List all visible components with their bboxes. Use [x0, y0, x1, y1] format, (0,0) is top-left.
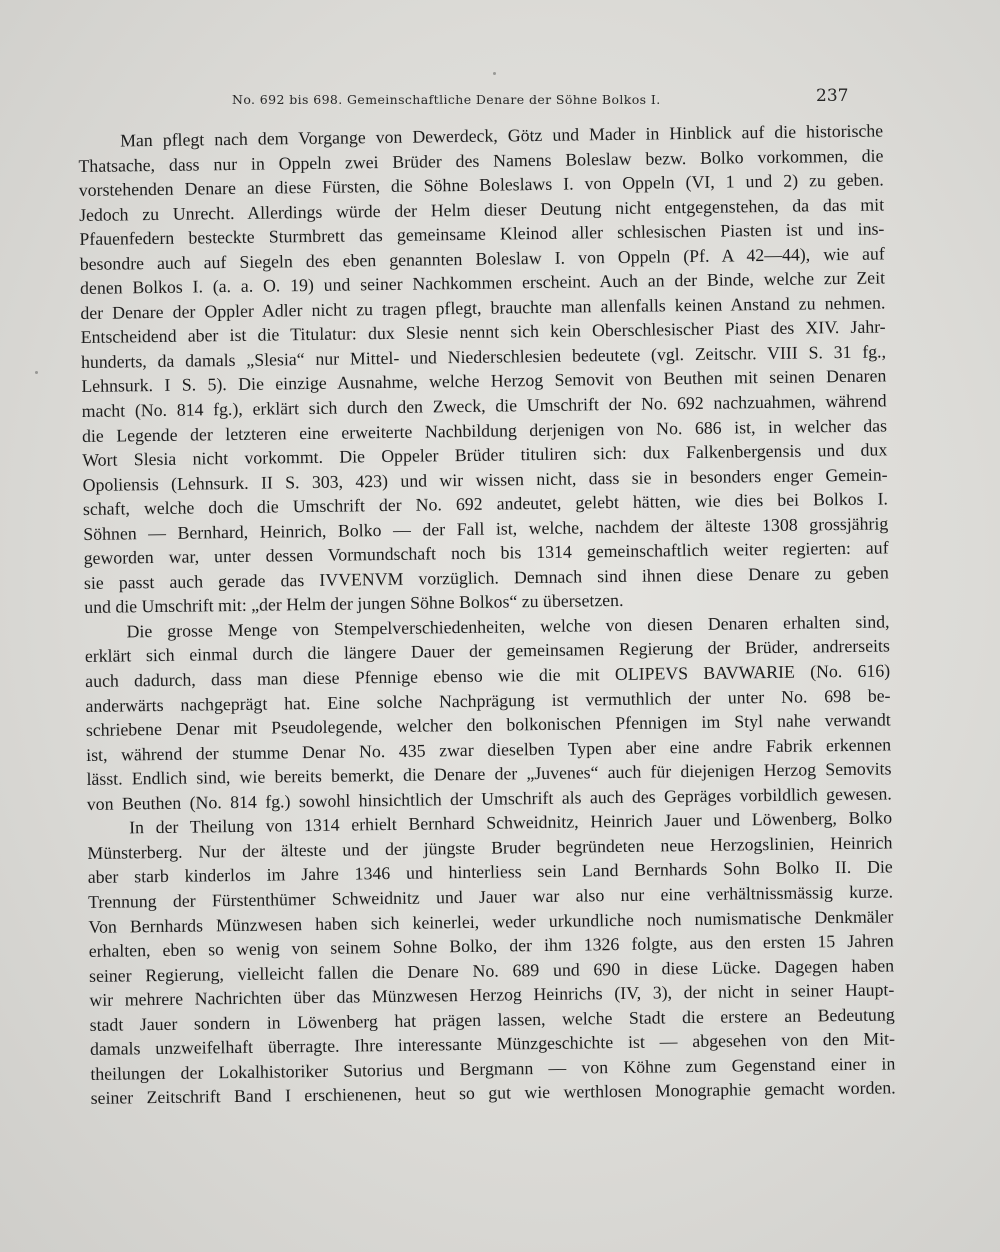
text-line: und die Umschrift mit: „der Helm der jungen Söhne Bolkos“ zu übersetzen. — [84, 590, 624, 618]
text-line: Thatsache, dass nur in Oppeln zwei Brüder des Namens Boleslaw bezw. Bolko vorkommen, die — [78, 145, 884, 176]
page-number: 237 — [816, 86, 849, 106]
text-line: anderwärts nachgeprägt hat. Eine solche Nachprägung ist vermuthlich der unter No. 698 be- — [85, 684, 891, 716]
text-line: Trennung der Fürstenthümer Schweidnitz und Jauer war also nur eine verhältnissmässig kurze. — [87, 881, 894, 912]
text-line: aber starb kinderlos im Jahre 1346 und hinterliess sein Land Bernhards Sohn Bolko II. Die — [87, 856, 893, 888]
running-head: No. 692 bis 698. Gemeinschaftliche Denare der Söhne Bolkos I. — [232, 92, 661, 107]
text-line: Opoliensis (Lehnsurk. II S. 303, 423) und wir wissen nicht, dass sie in besonders enger Gemein- — [82, 464, 888, 495]
text-line: schriebene Denar mit Pseudolegende, welcher den bolkonischen Pfennigen im Styl nahe verwandt — [85, 709, 891, 741]
text-line: macht (No. 814 fg.), erklärt sich durch den Zweck, die Umschrift der No. 692 nachzuahmen, während — [81, 390, 887, 421]
text-line: Entscheidend aber ist die Titulatur: dux Slesie nennt sich kein Oberschlesischer Piast des XIV. Jahr- — [80, 316, 886, 348]
text-line: Münsterberg. Nur der älteste und der jüngste Bruder begründeten neue Herzogslinien, Heinrich — [87, 832, 893, 863]
text-line: Pfauenfedern besteckte Sturmbrett das gemeinsame Kleinod aller schlesischen Piasten ist und ins- — [79, 218, 885, 250]
text-line: vorstehenden Denare an diese Fürsten, die Söhne Boleslaws I. von Oppeln (VI, 1 und 2) zu geben. — [78, 169, 884, 201]
text-line: lässt. Endlich sind, wie bereits bemerkt, die Denare der „Juvenes“ auch für diejenigen Herzog Semovits — [86, 758, 892, 790]
text-line: Söhnen — Bernhard, Heinrich, Bolko — der Fall ist, welche, nachdem der älteste 1308 grossjährig — [83, 513, 889, 544]
text-line: der Denare der Oppler Adler nicht zu tragen pflegt, brauchte man allenfalls keinen Anstand zu nehmen. — [80, 292, 886, 323]
text-line: erklärt sich einmal durch die längere Dauer der gemeinsamen Regierung der Brüder, andrerseits — [84, 635, 890, 667]
text-line: hunderts, da damals „Slesia“ nur Mittel- und Niederschlesien bedeutete (vgl. Zeitschr. VIII S. 31 fg., — [80, 341, 887, 372]
text-line: stadt Jauer sondern in Löwenberg hat prägen lassen, welche Stadt die erstere an Bedeutung — [89, 1004, 895, 1035]
text-line: auch dadurch, dass man diese Pfennige ebenso wie die mit OLIPEVS BAVWARIE (No. 616) — [85, 660, 891, 691]
paper-speck — [35, 371, 38, 374]
text-line: denen Bolkos I. (a. a. O. 19) und seiner Nachkommen erscheint. Auch an der Binde, welche zur Zeit — [79, 267, 886, 299]
text-line: Von Bernhards Münzwesen haben sich keinerlei, weder urkundliche noch numismatische Denkmäler — [88, 905, 894, 937]
body-text — [78, 118, 896, 1110]
text-line: In der Theilung von 1314 erhielt Bernhard Schweidnitz, Heinrich Jauer und Löwenberg, Bolko — [129, 807, 893, 838]
text-line: von Beuthen (No. 814 fg.) sowohl hinsichtlich der Umschrift als auch des Gepräges vorbildlich gewesen. — [86, 783, 892, 814]
text-line: Die grosse Menge von Stempelverschiedenheiten, welche von diesen Denaren erhalten sind, — [126, 611, 890, 642]
text-line: schaft, welche doch die Umschrift der No. 692 andeutet, gelebt hätten, wie dies bei Bolkos I. — [82, 488, 889, 520]
text-line: die Legende der letzteren eine erweiterte Nachbildung derjenigen von No. 686 ist, in welcher das — [81, 414, 888, 446]
text-line: geworden war, unter dessen Vormundschaft noch bis 1314 gemeinschaftlich weiter regierten: auf — [83, 537, 889, 569]
text-line: Man pflegt nach dem Vorgange von Dewerdeck, Götz und Mader in Hinblick auf die historische — [120, 120, 884, 151]
text-line: ist, während der stumme Denar No. 435 zwar dieselben Typen aber eine andre Fabrik erkennen — [86, 734, 892, 765]
text-line: damals unzweifelhaft überragte. Ihre interessante Münzgeschichte ist — abgesehen von den Mit- — [89, 1028, 896, 1060]
text-line: seiner Zeitschrift Band I erschienenen, heut so gut wie werthlosen Monographie gemacht worden. — [90, 1077, 896, 1109]
text-line: theilungen der Lokalhistoriker Sutorius und Bergmann — von Köhne zum Gegenstand einer in — [90, 1053, 896, 1084]
text-line: sie passt auch gerade das IVVENVM vorzüglich. Demnach sind ihnen diese Denare zu geben — [83, 562, 890, 593]
paper-speck — [493, 72, 496, 75]
text-line: besondre auch auf Siegeln des eben genannten Boleslaw I. von Oppeln (Pf. A 42—44), wie auf — [79, 243, 885, 274]
text-line: wir mehrere Nachrichten über das Münzwesen Herzog Heinrichs (IV, 3), der nicht in seiner Haupt- — [89, 979, 895, 1011]
text-line: erhalten, eben so wenig von seinem Sohne Bolko, der ihm 1326 folgte, aus den ersten 15 Jahren — [88, 930, 894, 961]
text-line: Wort Slesia nicht vorkommt. Die Oppeler Brüder tituliren sich: dux Falkenbergensis und dux — [82, 439, 888, 471]
text-line: Lehnsurk. I S. 5). Die einzige Ausnahme, welche Herzog Semovit von Beuthen mit seinen Denaren — [81, 365, 887, 397]
text-line: Jedoch zu Unrecht. Allerdings würde der Helm dieser Deutung nicht entgegenstehen, da das mit — [78, 194, 885, 225]
text-line: seiner Regierung, vielleicht fallen die Denare No. 689 und 690 in diese Lücke. Dagegen haben — [88, 954, 895, 986]
